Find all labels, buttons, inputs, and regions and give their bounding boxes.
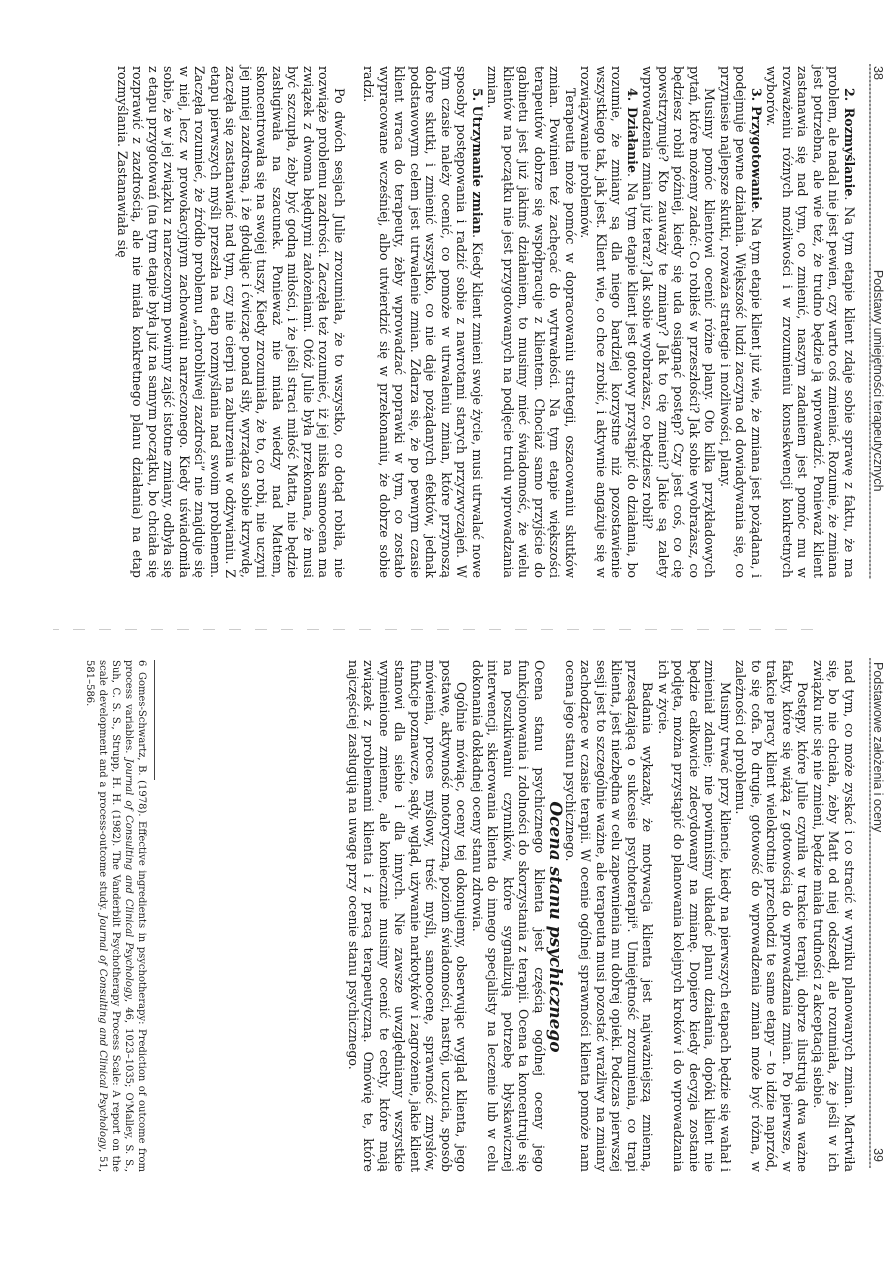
running-head-title: Podstawowe założenia i oceny	[871, 662, 885, 833]
paragraph: nad tym, co może zyskać i co stracić w wyniku planowanych zmian. Martwiła się, bo nie chciała, żeby Matt od niej odszedł, ale rozumiała, że jeśli w ich związku nic się nie zmieni, będzie miała trudności z akceptacją siebie.	[811, 660, 857, 1172]
stage-heading: 3. Przygotowanie	[749, 88, 764, 210]
journal-title: Journal of Consulting and Clinical Psychology	[97, 914, 108, 1150]
paragraph: 5. Utrzymanie zmian. Kiedy klient zmieni swoje życie, musi utrwalać nowe sposoby postępowania i radzić sobie z nawrotami starych przyzwyczajeń. W tym czasie należy ocenić, co pomoże w utrwaleniu zmian, które przynoszą dobre skutki, i zmienić wszystko, co nie daje pożądanych efektów, jednak podstawowym celem jest utrwalenie zmian. Zdarza się, że po pewnym czasie klient wraca do terapeuty, żeby wprowadzać poprawki w tym, co zostało wypracowane wcześniej, albo utwierdzić się w przekonaniu, że dobrze sobie radzi.	[361, 66, 485, 578]
journal-title: Journal of Consulting and Clinical Psychology	[123, 758, 134, 999]
paragraph: Ocena stanu psychicznego klienta jest częścią ogólnej oceny jego funkcjonowania i zdolności do skorzystania z terapii. Ocena ta koncentruje się na poszukiwaniu czynników, które sygnalizują potrzebę błyskawicznej interwencji, skierowania klienta do innego specjalisty na leczenie lub w celu dokonania dokładnej oceny stanu zdrowia.	[470, 660, 547, 1172]
paragraph: Terapeuta może pomóc w dopracowaniu strategii, oszacowaniu skutków zmian. Powinien też zachęcać do wytrwałości. Na tym etapie większości terapeutów dobrze się współpracuje z klientem. Chociaż samo przyjście do gabinetu jest już jakimś działaniem, to musimy mieć świadomość, że wielu klientów na początku nie jest przygotowanych na podjęcie trudu wprowadzania zmian.	[485, 66, 578, 578]
running-head-title: Podstawy umiejętności terapeutycznych	[871, 269, 885, 492]
footnote: 6Gomes-Schwartz, B. (1978). Effective ingredients in psychotherapy: Prediction of outcome from process variables. Journal of Consulting and Clinical Psychology, 46, 1023–1035; O'Malley, S. S., Suh, C. S. S., Strupp, H. H. (1982). The Vanderbilt Psychotherapy Process Scale: A report on the scale development and a process-outcome study. Journal of Consulting and Clinical Psychology, 51, 581–586.	[84, 660, 147, 1173]
page-number: 38	[871, 66, 885, 80]
running-head-right	[869, 662, 887, 1162]
paragraph: 2. Rozmyślanie. Na tym etapie klient zdaje sobie sprawę z faktu, że ma problem, ale nadal nie jest pewien, czy warto coś zmieniać. Rozumie, że zmiana jest potrzebna, ale wie też, że trudno będzie ją wprowadzić. Ponieważ klient zastanawia się nad tym, co zmienić, naszym zadaniem jest pomóc mu w rozważeniu różnych możliwości i w zrozumieniu konsekwencji konkretnych wyborów.	[764, 66, 857, 578]
header-rule	[869, 658, 871, 1168]
paragraph: 3. Przygotowanie. Na tym etapie klient już wie, że zmiana jest pożądana, i podejmuje pewne działania. Większość ludzi zaczyna od dowiadywania się, co przyniesie najlepsze skutki, rozważa strategie i możliwości, plany.	[718, 66, 764, 578]
footnote-rule	[154, 660, 155, 780]
page-39	[0, 636, 893, 1263]
stage-heading: 5. Utrzymanie zmian	[470, 88, 485, 234]
footnote-number: 6	[136, 660, 147, 667]
stage-heading: 4. Działanie	[625, 88, 640, 173]
paragraph: Postępy, które Julie czyniła w trakcie terapii, dobrze ilustrują dwa ważne fakty, które się wiążą z gotowością do wprowadzania zmian. Po pierwsze, w trakcie pracy klient wielokrotnie przechodzi te same etapy – to idzie naprzód, to się cofa. Po drugie, gotowość do wprowadzenia zmian może być różna, w zależności od problemu.	[733, 660, 811, 1172]
page-38	[0, 0, 893, 627]
stage-heading: 2. Rozmyślanie	[842, 88, 857, 197]
page-number: 39	[871, 1148, 885, 1162]
page-body	[346, 660, 858, 1172]
page-body	[115, 66, 858, 578]
paragraph: Po dwóch sesjach Julie zrozumiała, że to wszystko, co dotąd robiła, nie rozwiąże problemu zazdrości. Zaczęła też rozumieć, iż jej niska samoocena ma związek z dwoma błędnymi założeniami. Otóż Julie była przekonana, że musi być szczupła, żeby być godną miłości, i że jeśli straci miłość Matta, nie będzie zasługiwała na szacunek. Ponieważ nie miała wiedzy nad Mattem, skoncentrowała się na swojej tuszy. Kiedy zrozumiała, że to, co robi, nie uczyni jej mniej zazdrosną, i że głodując i ćwicząc ponad siły, wyrządza sobie krzywdę, zaczęła się zastanawiać nad tym, czy nie cierpi na zaburzenia w odżywianiu. Z etapu pierwszych myśli przeszła na etap rozmyślania nad swoim problemem. Zaczęła rozumieć, że źródło problemu „chorobliwej zazdrości” nie znajduje się w niej, lecz w prowokacyjnym zachowaniu narzeczonego. Kiedy uświadomiła sobie, że w jej związku z narzeczonym powinny zajść istotne zmiany, odbyła się z etapu przygotowań (na tym etapie była już na samym początku, bo chciała się rozprawić z zazdrością, ale nie miała konkretnego planu działania) na etap rozmyślania. Zastanawiała się	[115, 66, 347, 578]
gutter-divider	[53, 629, 813, 630]
paragraph: Musimy trwać przy kliencie, kiedy na pierwszych etapach będzie się wahał i zmieniał zdanie; nie powinniśmy układać planu działania, dopóki klient nie będzie całkowicie zdecydowany na zmianę. Dopiero kiedy decyzja zostanie podjęta, można przystąpić do planowania kolejnych kroków i do wprowadzania ich w życie.	[656, 660, 733, 1172]
paragraph: Musimy pomóc klientowi ocenić różne plany. Oto kilka przykładowych pytań, które możemy zadać: Co robiłeś w przeszłości? Jak sobie wyobrażasz, co będziesz robił później, kiedy się uda osiągnąć postęp? Czy jest coś, co cię powstrzymuje? Kto zauważy te zmiany? Jak to cię zmieni? Jakie są zalety wprowadzenia zmian już teraz? Jak sobie wyobrażasz, co będziesz robił?	[640, 66, 718, 578]
header-rule	[869, 64, 871, 579]
paragraph: 4. Działanie. Na tym etapie klient jest gotowy przystąpić do działania, bo rozumie, że zmiany są dla niego bardziej korzystne niż pozostawienie wszystkiego tak, jak jest. Klient wie, co chce zrobić, i aktywnie angażuje się w rozwiązywanie problemów.	[578, 66, 640, 579]
paragraph: Badania wykazały, że motywacja klienta jest najważniejszą zmienną, przesądzającą o sukcesie psychoterapii⁶. Umiejętność zrozumienia, co trapi klienta, jest niezbędna w celu zapewnienia mu dobrej opieki. Podczas pierwszej sesji jest to szczególnie ważne, ale terapeuta musi pozostać wrażliwy na zmiany zachodzące w czasie terapii. W ocenie ogólnej sprawności klienta pomoże nam ocena jego stanu psychicznego.	[563, 660, 656, 1172]
paragraph: Ogólnie mówiąc, oceny tej dokonujemy, obserwując wygląd klienta, jego postawę, aktywność motoryczną, poziom świadomości, nastrój, uczucia, sposób mówienia, proces myślowy, treść myśli, samoocenę, sprawność zmysłów, funkcje poznawcze, sądy, wgląd, używanie narkotyków i zagrożenie, jakie klient stanowi dla siebie i dla innych. Nie zawsze uwzględniamy wszystkie wymienione zmienne, ale koniecznie musimy ocenić te cechy, które mają związek z problemami klienta i z pracą terapeutyczną. Omówię te, które najczęściej zasługują na uwagę przy ocenie stanu psychicznego.	[346, 660, 470, 1172]
running-head-left	[869, 66, 887, 576]
section-title: Ocena stanu psychicznego	[545, 801, 566, 1053]
